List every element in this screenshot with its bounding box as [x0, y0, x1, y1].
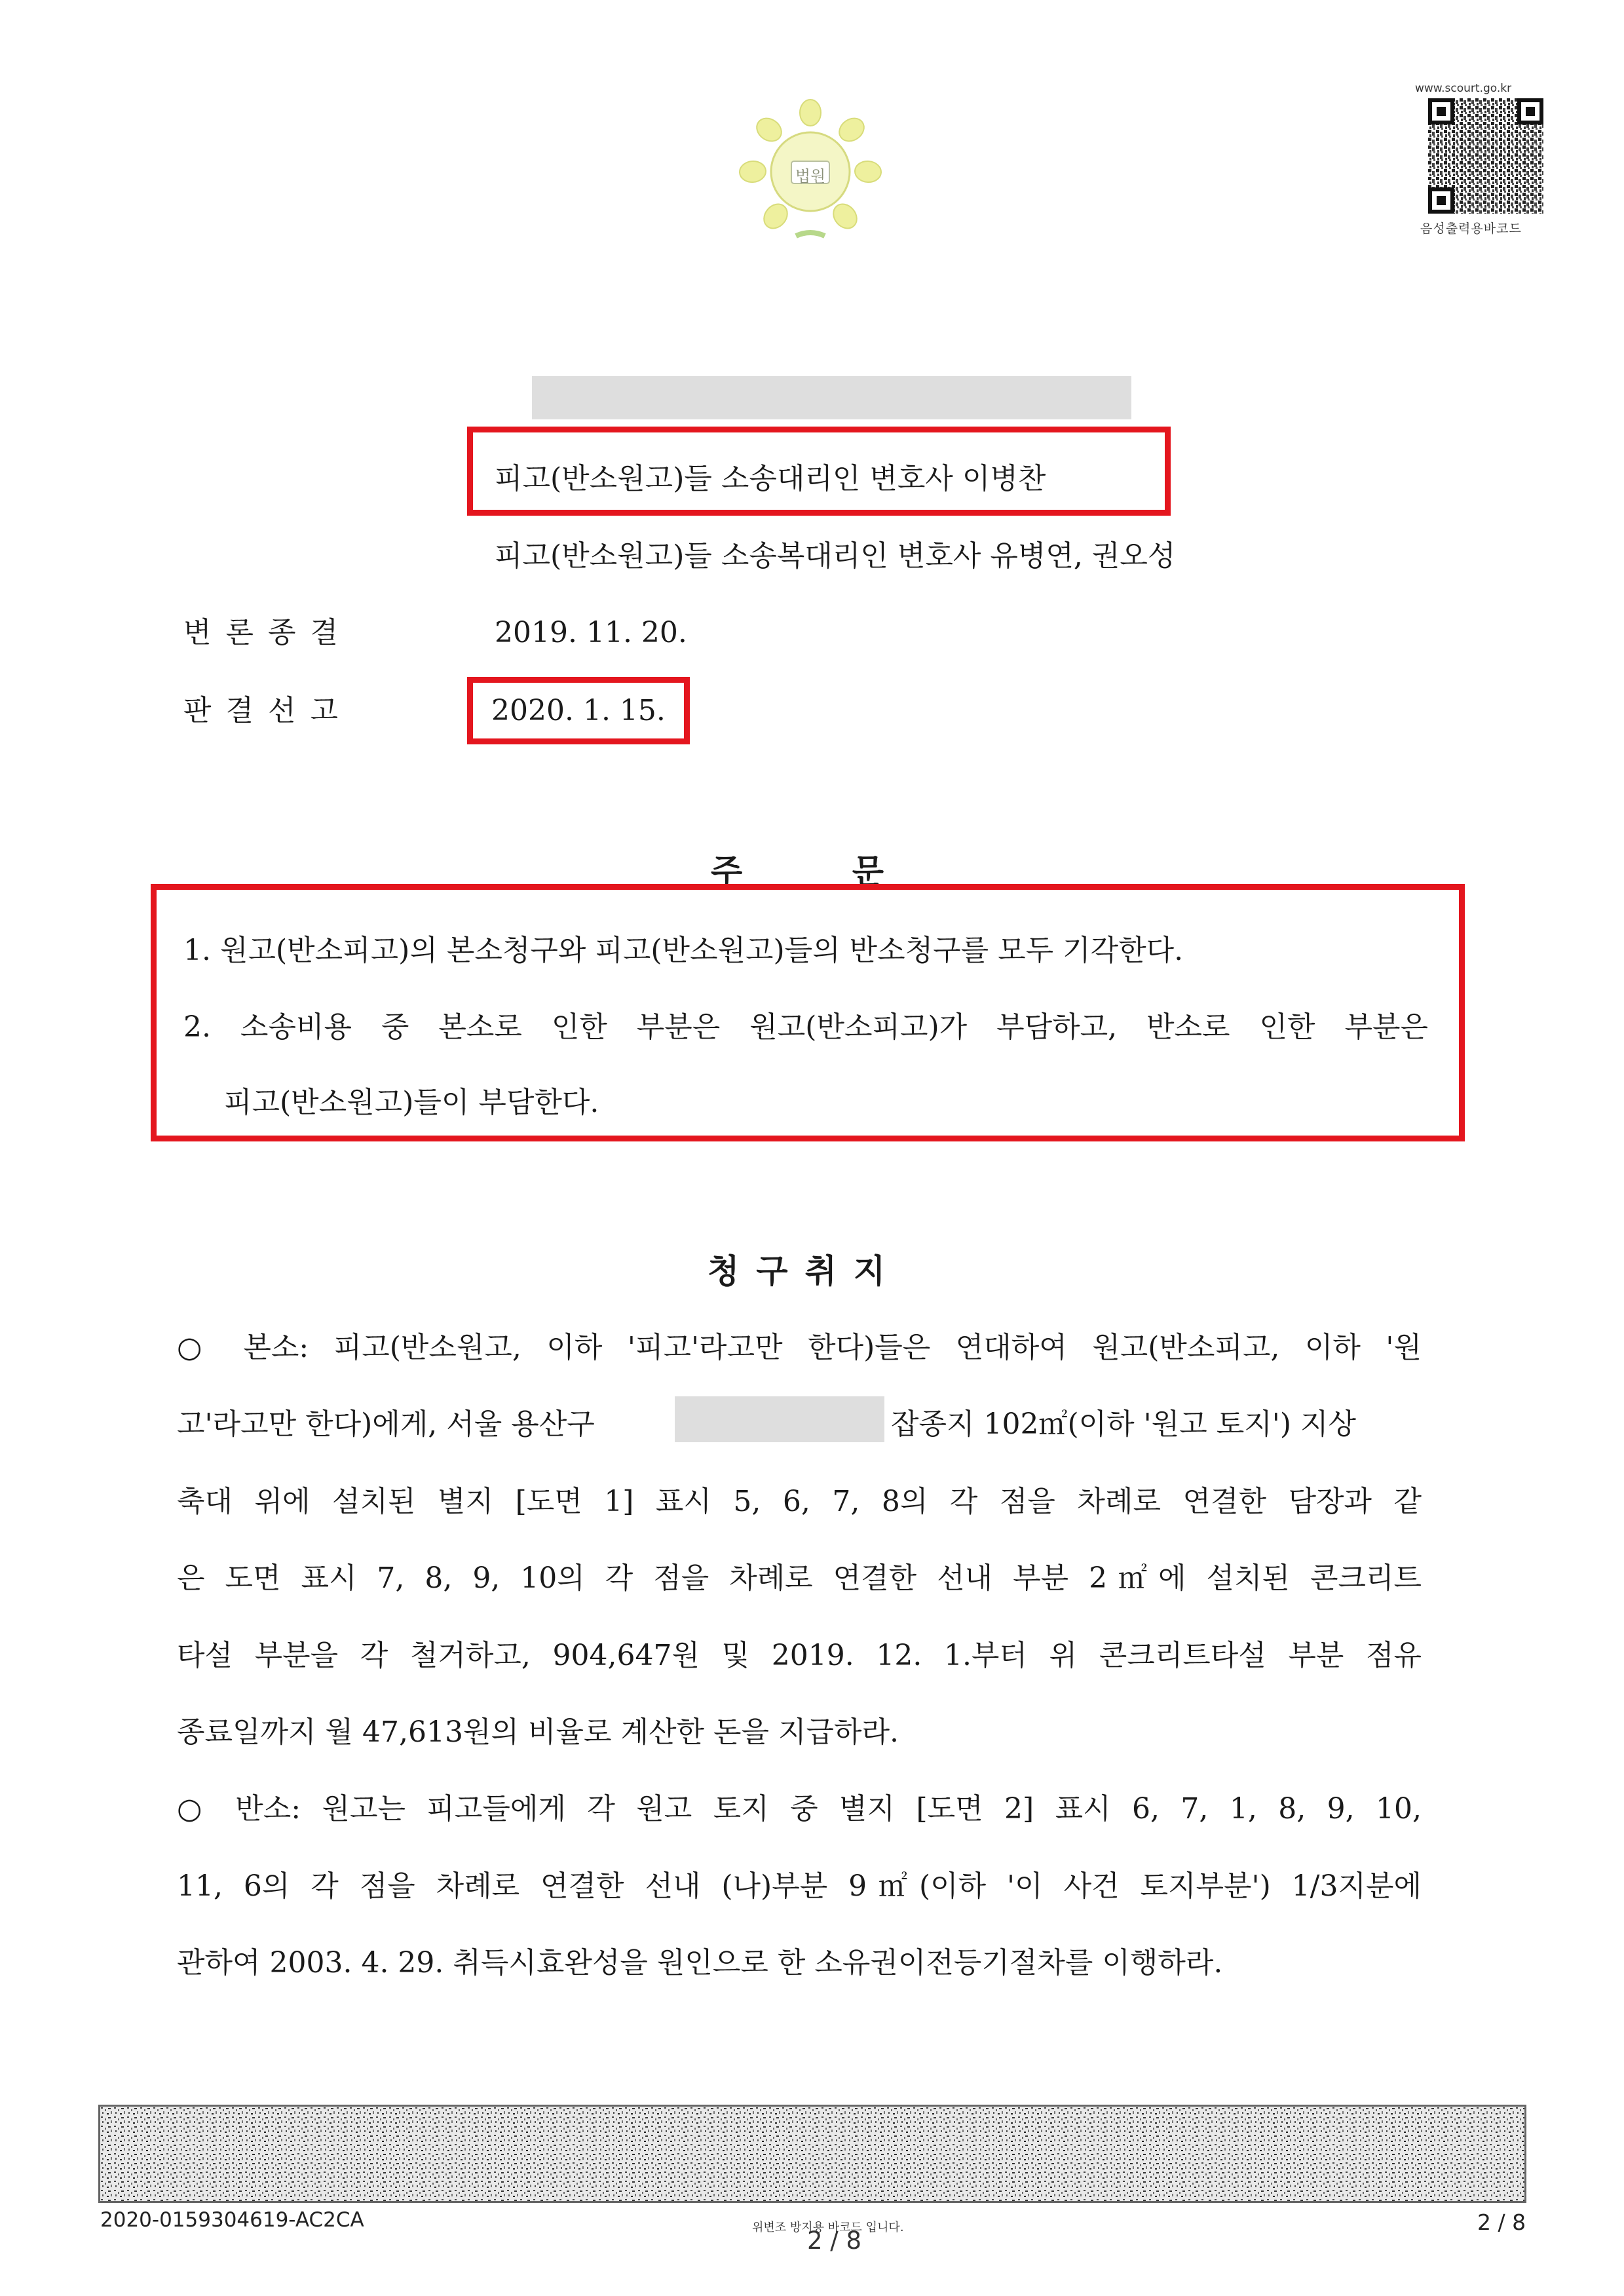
main-claim-line: 축대 위에 설치된 별지 [도면 1] 표시 5, 6, 7, 8의 각 점을 차례로 연결한 담장과 같	[177, 1485, 1422, 1518]
qr-url: www.scourt.go.kr	[1415, 82, 1512, 95]
claims-heading: 청구취지	[708, 1252, 903, 1290]
document-id: 2020-0159304619-AC2CA	[100, 2208, 364, 2232]
order-item-2-line-1: 2. 소송비용 중 본소로 인한 부분은 원고(반소피고)가 부담하고, 반소로 인한 부분은	[183, 1010, 1428, 1044]
sub-counsel-line: 피고(반소원고)들 소송복대리인 변호사 유병연, 권오성	[495, 539, 1176, 573]
qr-caption: 음성출력용바코드	[1420, 221, 1522, 236]
emblem-label: 법원	[795, 167, 826, 185]
court-emblem	[734, 98, 888, 249]
order-item-1: 1. 원고(반소피고)의 본소청구와 피고(반소원고)들의 반소청구를 모두 기각한다.	[183, 934, 1184, 967]
barcode-notice: 위변조 방지용 바코드 입니다.	[752, 2221, 904, 2234]
counter-claim-line: 관하여 2003. 4. 29. 취득시효완성을 원인으로 한 소유권이전등기절차를 이행하라.	[177, 1946, 1223, 1980]
redacted-block	[532, 376, 1131, 419]
main-claim-line: 고'라고만 한다)에게, 서울 용산구	[177, 1407, 595, 1441]
redacted-address	[675, 1396, 884, 1442]
order-heading: 주 문	[711, 852, 884, 890]
judgment-label: 판결선고	[183, 694, 353, 727]
judgment-date: 2020. 1. 15.	[491, 694, 666, 727]
anti-forgery-barcode	[98, 2105, 1526, 2203]
order-item-2-line-2: 피고(반소원고)들이 부담한다.	[224, 1086, 599, 1119]
main-claim-line: 종료일까지 월 47,613원의 비율로 계산한 돈을 지급하라.	[177, 1715, 899, 1749]
main-claim-line: 타설 부분을 각 철거하고, 904,647원 및 2019. 12. 1.부터 위 콘크리트타설 부분 점유	[177, 1639, 1422, 1672]
main-claim-line: 은 도면 표시 7, 8, 9, 10의 각 점을 차례로 연결한 선내 부분 2㎡에 설치된 콘크리트	[177, 1561, 1422, 1595]
counter-claim-line: 11, 6의 각 점을 차례로 연결한 선내 (나)부분 9㎡(이하 '이 사건 토지부분') 1/3지분에	[177, 1869, 1422, 1903]
closing-date: 2019. 11. 20.	[495, 616, 687, 649]
main-claim-line: 잡종지 102㎡(이하 '원고 토지') 지상	[891, 1407, 1356, 1441]
closing-label: 변론종결	[183, 616, 353, 649]
counter-claim-line: ○ 반소: 원고는 피고들에게 각 원고 토지 중 별지 [도면 2] 표시 6, 7, 1, 8, 9, 10,	[177, 1792, 1422, 1826]
main-claim-line: ○ 본소: 피고(반소원고, 이하 '피고'라고만 한다)들은 연대하여 원고(반소피고, 이하 '원	[177, 1331, 1422, 1364]
qr-code-icon	[1428, 98, 1543, 214]
page-number-right: 2 / 8	[1477, 2210, 1526, 2235]
page-number-center: 2 / 8	[807, 2227, 862, 2255]
counsel-line: 피고(반소원고)들 소송대리인 변호사 이병찬	[495, 462, 1046, 495]
